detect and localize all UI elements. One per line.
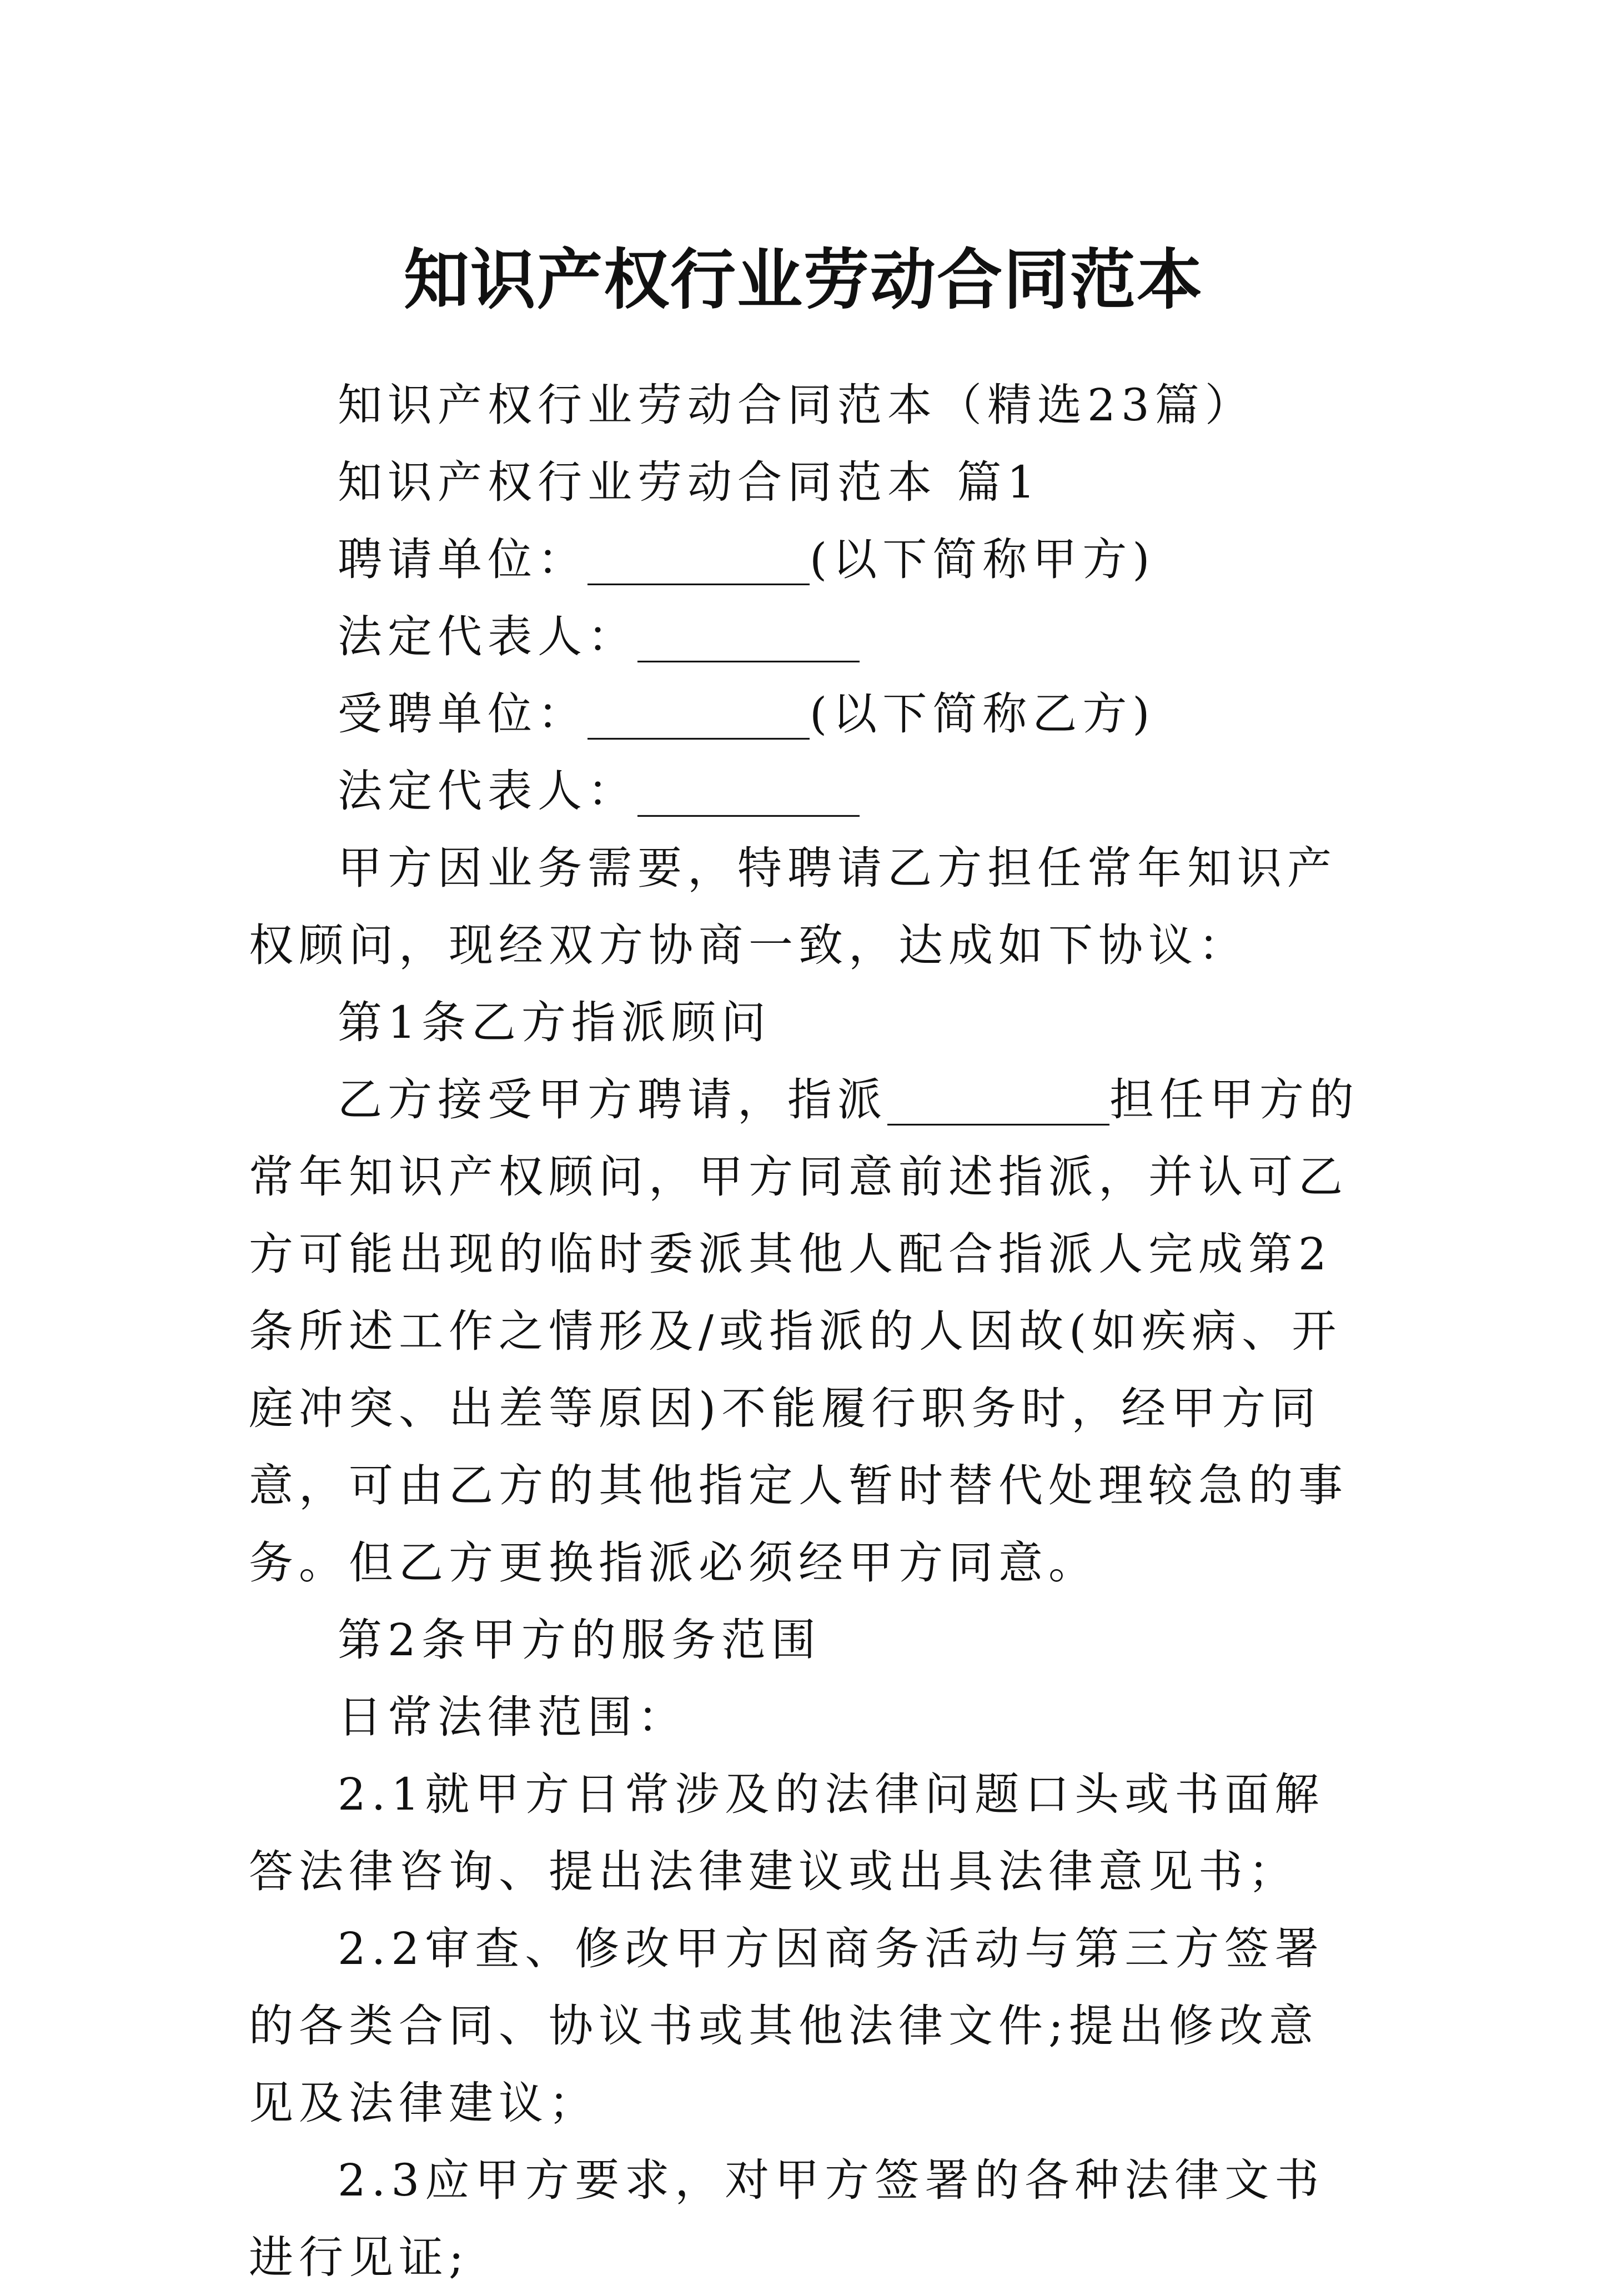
legal-rep-b-line	[249, 752, 1365, 830]
legal-rep-a-label: 法定代表人：	[338, 611, 637, 662]
hiring-unit-line	[249, 521, 1365, 598]
article-1-text-rest: 担任甲方的常年知识产权顾问，甲方同意前述指派，并认可乙方可能出现的临时委派其他人配合指派人完成第2条所述工作之情形及/或指派的人因故(如疾病、开庭冲突、出差等原因)不能履行职务时，经甲方同意，可由乙方的其他指定人暂时替代处理较急的事务。但乙方更换指派必须经甲方同意。	[249, 1074, 1359, 1589]
article-1-text-start: 乙方接受甲方聘请，指派	[338, 1074, 887, 1126]
document-title: 知识产权行业劳动合同范本	[403, 241, 1203, 319]
document-body	[249, 366, 1365, 2296]
hiring-unit-label: 聘请单位：	[338, 534, 587, 585]
subtitle-line: 知识产权行业劳动合同范本（精选23篇）	[338, 379, 1255, 431]
legal-rep-b-label: 法定代表人：	[338, 765, 637, 817]
clause-2-3: 2.3应甲方要求，对甲方签署的各种法律文书进行见证;	[249, 2154, 1325, 2283]
hiring-unit-note: (以下简称甲方)	[810, 534, 1156, 585]
hiring-unit-blank: __________	[587, 534, 810, 585]
article-1-paragraph	[249, 1061, 1365, 1601]
hired-unit-line	[249, 675, 1365, 752]
hired-unit-note: (以下简称乙方)	[810, 688, 1156, 740]
article-1-heading: 第1条乙方指派顾问	[338, 997, 771, 1048]
clause-2-2: 2.2审查、修改甲方因商务活动与第三方签署的各类合同、协议书或其他法律文件;提出修改意见及法律建议；	[249, 1923, 1325, 2129]
section-heading: 知识产权行业劳动合同范本 篇1	[338, 456, 1041, 508]
legal-rep-a-blank: __________	[637, 611, 860, 662]
daily-scope-heading: 日常法律范围：	[338, 1691, 687, 1743]
intro-paragraph: 甲方因业务需要，特聘请乙方担任常年知识产权顾问，现经双方协商一致，达成如下协议：	[249, 842, 1337, 971]
advisor-name-blank: __________	[887, 1074, 1109, 1126]
clause-2-1: 2.1就甲方日常涉及的法律问题口头或书面解答法律咨询、提出法律建议或出具法律意见书；	[249, 1769, 1325, 1897]
article-2-heading: 第2条甲方的服务范围	[338, 1614, 821, 1666]
hired-unit-blank: __________	[587, 688, 810, 740]
legal-rep-b-blank: __________	[637, 765, 860, 817]
legal-rep-a-line	[249, 598, 1365, 675]
hired-unit-label: 受聘单位：	[338, 688, 587, 740]
